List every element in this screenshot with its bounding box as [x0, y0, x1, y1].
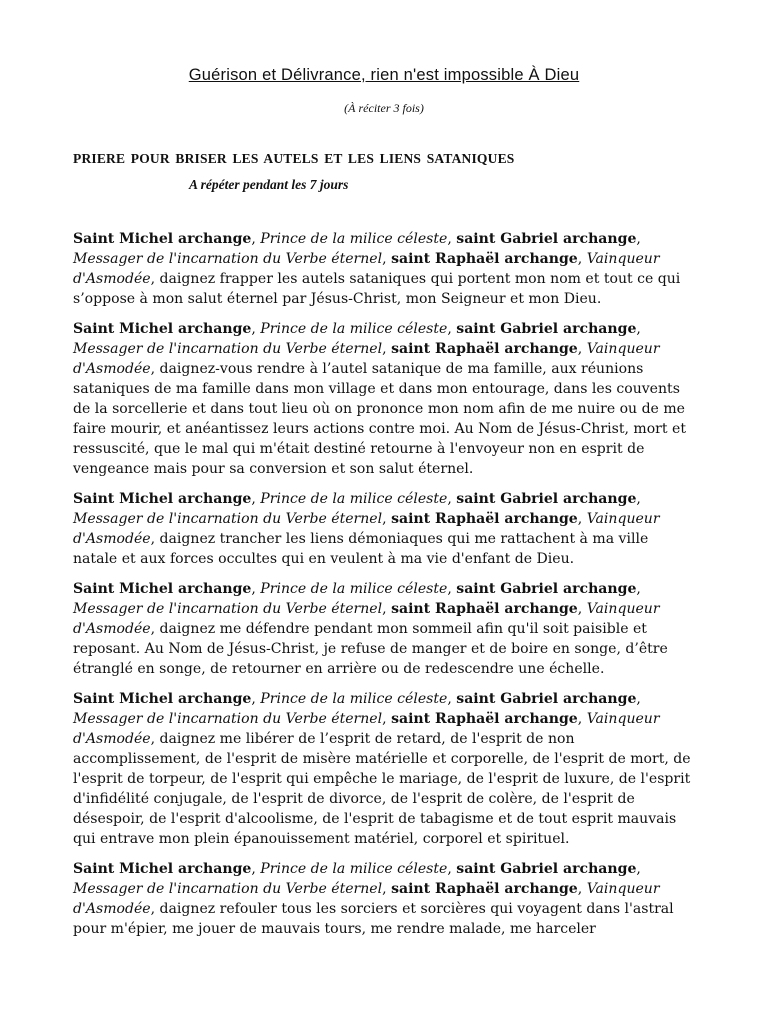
invocation-michel-title: Prince de la milice céleste: [260, 491, 448, 507]
invocation-gabriel-title: Messager de l'incarnation du Verbe éternel: [73, 251, 383, 267]
invocation-raphael-title: Vainqueur d'Asmodée: [73, 601, 660, 637]
repeat-note: A répéter pendant les 7 jours: [189, 177, 349, 192]
prayer-text: daignez trancher les liens démoniaques qui me rattachent à ma ville natale et aux forces occultes qui en veulent à ma vie d'enfant de Dieu.: [73, 531, 649, 567]
invocation-michel-title: Prince de la milice céleste: [260, 691, 448, 707]
invocation-michel-title: Prince de la milice céleste: [260, 861, 448, 877]
invocation-gabriel-title: Messager de l'incarnation du Verbe éternel: [73, 341, 383, 357]
document-subtitle: (À réciter 3 fois): [344, 101, 424, 115]
prayer-heading: PRIERE POUR BRISER LES AUTELS ET LES LIENS SATANIQUES: [73, 151, 515, 166]
document-title: Guérison et Délivrance, rien n'est impossible À Dieu: [188, 66, 580, 84]
invocation-raphael-title: Vainqueur d'Asmodée: [73, 341, 660, 377]
invocation-gabriel: saint Gabriel archange: [456, 861, 637, 877]
invocation-raphael: saint Raphaël archange: [391, 711, 578, 727]
invocation-michel-title: Prince de la milice céleste: [260, 581, 448, 597]
invocation-michel: Saint Michel archange: [73, 491, 252, 507]
prayer-text: daignez frapper les autels sataniques qui portent mon nom et tout ce qui s’oppose à mon salut éternel par Jésus-Christ, mon Seigneur et mon Dieu.: [73, 271, 681, 307]
prayer-text: daignez-vous rendre à l’autel satanique de ma famille, aux réunions sataniques de ma famille dans mon village et dans mon entourage, dans les couvents de la sorcellerie et dans tout lieu où on prononce mon nom afin de me nuire ou de me faire mourir, et anéantissez leurs actions contre moi. Au Nom de Jésus-Christ, mort et ressuscité, que le mal qui m'était destiné retourne à l'envoyeur non en esprit de vengeance mais pour sa conversion et son salut éternel.: [73, 361, 686, 477]
prayer-text: daignez me libérer de l’esprit de retard, de l'esprit de non accomplissement, de l'esprit de misère matérielle et corporelle, de l'esprit de mort, de l'esprit de torpeur, de l'esprit qui empêche le mariage, de l'esprit de luxure, de l'esprit d'infidélité conjugale, de l'esprit de divorce, de l'esprit de colère, de l'esprit de désespoir, de l'esprit d'alcoolisme, de l'esprit de tabagisme et de tout esprit mauvais qui entrave mon plein épanouissement matériel, corporel et spirituel.: [73, 731, 691, 847]
invocation-raphael-title: Vainqueur d'Asmodée: [73, 711, 660, 747]
invocation-gabriel-title: Messager de l'incarnation du Verbe éternel: [73, 881, 383, 897]
prayer-paragraph: Saint Michel archange, Prince de la milice céleste, saint Gabriel archange, Messager de l'incarnation du Verbe éternel, saint Raphaël archange, Vainqueur d'Asmodée, daignez refouler tous les sorciers et sorcières qui voyagent dans l'astral pour m'épier, me jouer de mauvais tours, me rendre malade, me harceler: [73, 861, 674, 937]
invocation-raphael-title: Vainqueur d'Asmodée: [73, 251, 660, 287]
prayer-paragraph: Saint Michel archange, Prince de la milice céleste, saint Gabriel archange, Messager de l'incarnation du Verbe éternel, saint Raphaël archange, Vainqueur d'Asmodée, daignez me défendre pendant mon sommeil afin qu'il soit paisible et reposant. Au Nom de Jésus-Christ, je refuse de manger et de boire en songe, d’être étranglé en songe, de retourner en arrière ou de redescendre une échelle.: [73, 581, 668, 677]
prayer-body: [73, 229, 695, 949]
invocation-michel: Saint Michel archange: [73, 581, 252, 597]
prayer-paragraph: Saint Michel archange, Prince de la milice céleste, saint Gabriel archange, Messager de l'incarnation du Verbe éternel, saint Raphaël archange, Vainqueur d'Asmodée, daignez frapper les autels sataniques qui portent mon nom et tout ce qui s’oppose à mon salut éternel par Jésus-Christ, mon Seigneur et mon Dieu.: [73, 231, 681, 307]
invocation-raphael: saint Raphaël archange: [391, 881, 578, 897]
invocation-michel-title: Prince de la milice céleste: [260, 231, 448, 247]
invocation-gabriel-title: Messager de l'incarnation du Verbe éternel: [73, 711, 383, 727]
prayer-text: daignez refouler tous les sorciers et sorcières qui voyagent dans l'astral pour m'épier, me jouer de mauvais tours, me rendre malade, me harceler: [73, 901, 674, 937]
invocation-raphael-title: Vainqueur d'Asmodée: [73, 881, 660, 917]
invocation-gabriel-title: Messager de l'incarnation du Verbe éternel: [73, 601, 383, 617]
prayer-paragraph: Saint Michel archange, Prince de la milice céleste, saint Gabriel archange, Messager de l'incarnation du Verbe éternel, saint Raphaël archange, Vainqueur d'Asmodée, daignez me libérer de l’esprit de retard, de l'esprit de non accomplissement, de l'esprit de misère matérielle et corporelle, de l'esprit de mort, de l'esprit de torpeur, de l'esprit qui empêche le mariage, de l'esprit de luxure, de l'esprit d'infidélité conjugale, de l'esprit de divorce, de l'esprit de colère, de l'esprit de désespoir, de l'esprit d'alcoolisme, de l'esprit de tabagisme et de tout esprit mauvais qui entrave mon plein épanouissement matériel, corporel et spirituel.: [73, 691, 691, 847]
invocation-gabriel: saint Gabriel archange: [456, 691, 637, 707]
invocation-raphael-title: Vainqueur d'Asmodée: [73, 511, 660, 547]
invocation-michel: Saint Michel archange: [73, 861, 252, 877]
invocation-gabriel: saint Gabriel archange: [456, 581, 637, 597]
invocation-gabriel-title: Messager de l'incarnation du Verbe éternel: [73, 511, 383, 527]
invocation-raphael: saint Raphaël archange: [391, 601, 578, 617]
invocation-michel-title: Prince de la milice céleste: [260, 321, 448, 337]
invocation-michel: Saint Michel archange: [73, 231, 252, 247]
invocation-gabriel: saint Gabriel archange: [456, 231, 637, 247]
prayer-text: daignez me défendre pendant mon sommeil afin qu'il soit paisible et reposant. Au Nom de Jésus-Christ, je refuse de manger et de boire en songe, d’être étranglé en songe, de retourner en arrière ou de redescendre une échelle.: [73, 621, 668, 677]
invocation-raphael: saint Raphaël archange: [391, 251, 578, 267]
invocation-gabriel: saint Gabriel archange: [456, 321, 637, 337]
invocation-gabriel: saint Gabriel archange: [456, 491, 637, 507]
prayer-paragraph: Saint Michel archange, Prince de la milice céleste, saint Gabriel archange, Messager de l'incarnation du Verbe éternel, saint Raphaël archange, Vainqueur d'Asmodée, daignez-vous rendre à l’autel satanique de ma famille, aux réunions sataniques de ma famille dans mon village et dans mon entourage, dans les couvents de la sorcellerie et dans tout lieu où on prononce mon nom afin de me nuire ou de me faire mourir, et anéantissez leurs actions contre moi. Au Nom de Jésus-Christ, mort et ressuscité, que le mal qui m'était destiné retourne à l'envoyeur non en esprit de vengeance mais pour sa conversion et son salut éternel.: [73, 321, 686, 477]
invocation-michel: Saint Michel archange: [73, 321, 252, 337]
invocation-raphael: saint Raphaël archange: [391, 341, 578, 357]
invocation-raphael: saint Raphaël archange: [391, 511, 578, 527]
invocation-michel: Saint Michel archange: [73, 691, 252, 707]
prayer-paragraph: Saint Michel archange, Prince de la milice céleste, saint Gabriel archange, Messager de l'incarnation du Verbe éternel, saint Raphaël archange, Vainqueur d'Asmodée, daignez trancher les liens démoniaques qui me rattachent à ma ville natale et aux forces occultes qui en veulent à ma vie d'enfant de Dieu.: [73, 491, 660, 567]
